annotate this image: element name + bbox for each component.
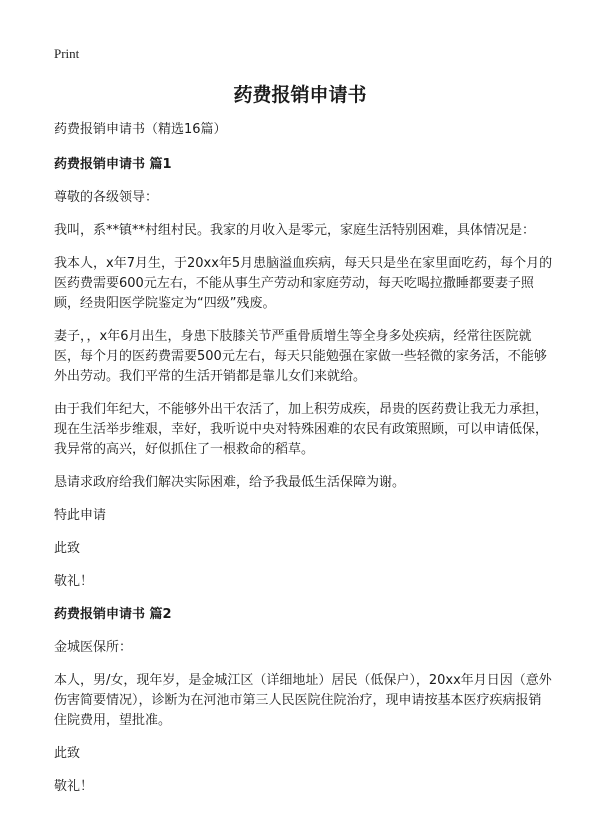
document-subtitle: 药费报销申请书（精选16篇）	[54, 122, 227, 137]
closing-line: 敬礼！	[54, 779, 94, 794]
print-link[interactable]: Print	[54, 46, 80, 61]
body-paragraph: 妻子，，x年6月出生，身患下肢膝关节严重骨质增生等全身多处疾病，经常往医院就医，每个月的医药费需要500元左右，每天只能勉强在家做一些轻微的家务活，不能够外出劳动。我们平常的生活开销都是靠儿女们来就给。	[54, 329, 547, 384]
body-paragraph: 我叫，系**镇**村组村民。我家的月收入是零元，家庭生活特别困难，具体情况是：	[54, 223, 536, 238]
section-1	[54, 155, 554, 592]
closing-line: 此致	[54, 541, 81, 556]
closing-line: 敬礼！	[54, 574, 94, 589]
closing-line: 特此申请	[54, 508, 107, 523]
section-heading: 药费报销申请书 篇2	[54, 607, 172, 622]
closing-line: 此致	[54, 746, 81, 761]
salutation: 尊敬的各级领导：	[54, 190, 159, 205]
body-paragraph: 我本人，x年7月生，于20xx年5月患脑溢血疾病，每天只是坐在家里面吃药，每个月的医药费需要600元左右，不能从事生产劳动和家庭劳动，每天吃喝拉撒睡都要妻子照顾，经贵阳医学院鉴定为“四级”残废。	[54, 256, 553, 311]
document-title: 药费报销申请书	[233, 84, 367, 106]
salutation: 金城医保所：	[54, 640, 133, 655]
section-heading: 药费报销申请书 篇1	[54, 157, 172, 172]
body-paragraph: 由于我们年纪大，不能够外出干农活了，加上积劳成疾，昂贵的医药费让我无力承担，现在生活举步维艰，幸好，我听说中央对特殊困难的农民有政策照顾，可以申请低保，我异常的高兴，好似抓住了一根救命的稻草。	[54, 402, 549, 457]
section-2	[54, 605, 554, 797]
body-paragraph: 本人，男/女，现年岁，是金城江区（详细地址）居民（低保户），20xx年月日因（意外伤害简要情况），诊断为在河池市第三人民医院住院治疗，现申请按基本医疗疾病报销住院费用，望批准。	[54, 673, 552, 728]
body-paragraph: 恳请求政府给我们解决实际困难，给予我最低生活保障为谢。	[54, 475, 406, 490]
document-body	[54, 120, 554, 810]
